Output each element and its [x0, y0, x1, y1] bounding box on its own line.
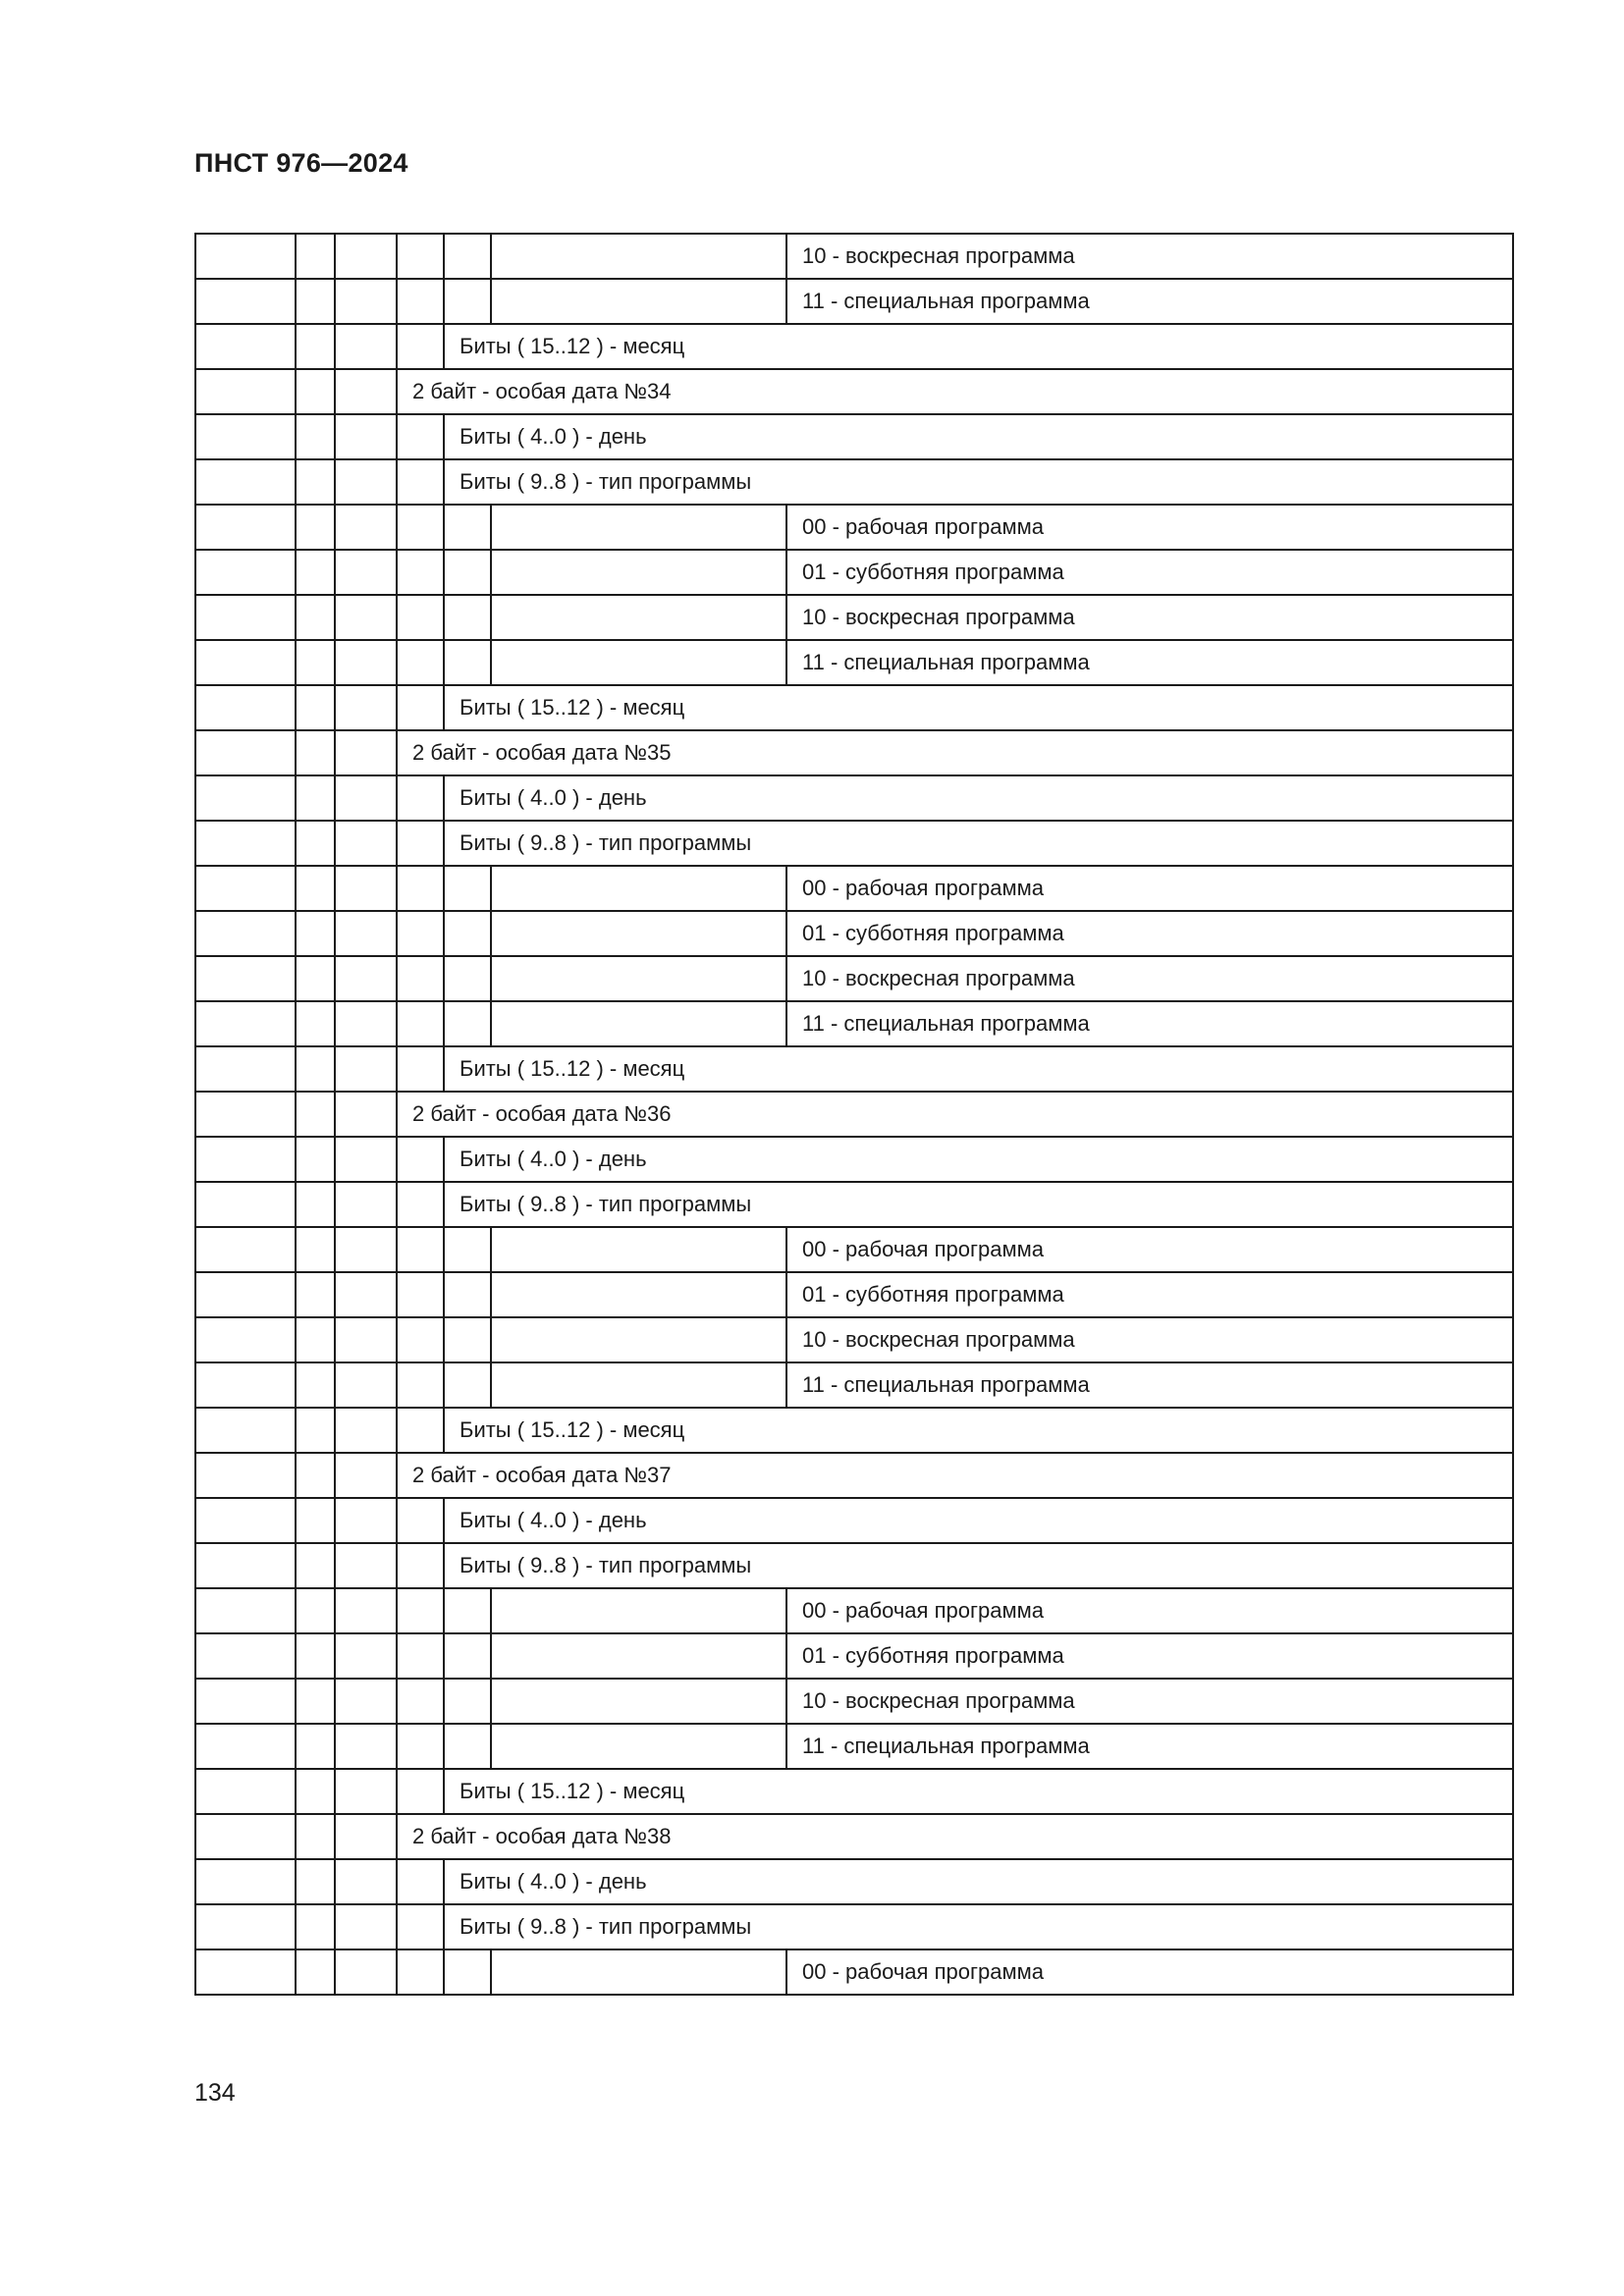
table-cell-text: 01 - субботняя программа	[786, 1272, 1513, 1317]
empty-cell	[444, 1588, 491, 1633]
empty-cell	[296, 369, 335, 414]
empty-cell	[491, 279, 786, 324]
table-row	[195, 369, 1513, 414]
empty-cell	[296, 1317, 335, 1362]
table-cell-text: Биты ( 15..12 ) - месяц	[444, 324, 1513, 369]
table-row	[195, 1317, 1513, 1362]
empty-cell	[195, 1453, 296, 1498]
table-row	[195, 1949, 1513, 1995]
empty-cell	[296, 550, 335, 595]
empty-cell	[444, 1272, 491, 1317]
table-row	[195, 1859, 1513, 1904]
empty-cell	[335, 1227, 397, 1272]
table-row	[195, 685, 1513, 730]
table-cell-text: 00 - рабочая программа	[786, 1227, 1513, 1272]
empty-cell	[444, 1227, 491, 1272]
empty-cell	[335, 685, 397, 730]
table-row	[195, 1182, 1513, 1227]
empty-cell	[296, 1453, 335, 1498]
table-cell-text: Биты ( 15..12 ) - месяц	[444, 1769, 1513, 1814]
empty-cell	[397, 1046, 444, 1092]
empty-cell	[491, 640, 786, 685]
empty-cell	[296, 459, 335, 505]
empty-cell	[491, 1272, 786, 1317]
empty-cell	[335, 595, 397, 640]
empty-cell	[491, 1949, 786, 1995]
empty-cell	[296, 505, 335, 550]
empty-cell	[335, 1904, 397, 1949]
empty-cell	[195, 1769, 296, 1814]
empty-cell	[296, 234, 335, 279]
empty-cell	[491, 911, 786, 956]
empty-cell	[195, 1001, 296, 1046]
empty-cell	[335, 866, 397, 911]
empty-cell	[335, 1814, 397, 1859]
empty-cell	[195, 1092, 296, 1137]
empty-cell	[397, 1272, 444, 1317]
table-row	[195, 1724, 1513, 1769]
empty-cell	[397, 911, 444, 956]
table-row	[195, 1679, 1513, 1724]
empty-cell	[195, 775, 296, 821]
empty-cell	[444, 1679, 491, 1724]
empty-cell	[335, 1949, 397, 1995]
empty-cell	[195, 1408, 296, 1453]
empty-cell	[195, 1272, 296, 1317]
empty-cell	[397, 1633, 444, 1679]
empty-cell	[296, 821, 335, 866]
document-header: ПНСТ 976—2024	[194, 148, 408, 178]
empty-cell	[444, 234, 491, 279]
table-cell-text: Биты ( 4..0 ) - день	[444, 775, 1513, 821]
table-row	[195, 1362, 1513, 1408]
empty-cell	[491, 1001, 786, 1046]
table-row	[195, 730, 1513, 775]
empty-cell	[296, 1137, 335, 1182]
empty-cell	[444, 1949, 491, 1995]
table-cell-text: Биты ( 9..8 ) - тип программы	[444, 1182, 1513, 1227]
empty-cell	[397, 1182, 444, 1227]
table-cell-text: Биты ( 15..12 ) - месяц	[444, 1046, 1513, 1092]
table-row	[195, 956, 1513, 1001]
empty-cell	[296, 324, 335, 369]
empty-cell	[335, 459, 397, 505]
table-cell-text: 00 - рабочая программа	[786, 1588, 1513, 1633]
table-row	[195, 459, 1513, 505]
empty-cell	[335, 775, 397, 821]
empty-cell	[397, 685, 444, 730]
empty-cell	[491, 1633, 786, 1679]
empty-cell	[397, 866, 444, 911]
empty-cell	[491, 1679, 786, 1724]
empty-cell	[397, 1904, 444, 1949]
empty-cell	[444, 640, 491, 685]
table-cell-text: 11 - специальная программа	[786, 640, 1513, 685]
table-row	[195, 1001, 1513, 1046]
empty-cell	[491, 505, 786, 550]
table-cell-text: Биты ( 4..0 ) - день	[444, 1137, 1513, 1182]
table-cell-text: 10 - воскресная программа	[786, 1317, 1513, 1362]
table-row	[195, 1498, 1513, 1543]
table-cell-text: 10 - воскресная программа	[786, 595, 1513, 640]
table-row	[195, 640, 1513, 685]
empty-cell	[296, 1362, 335, 1408]
empty-cell	[335, 279, 397, 324]
table-row	[195, 775, 1513, 821]
empty-cell	[335, 1046, 397, 1092]
table-row	[195, 234, 1513, 279]
empty-cell	[491, 1362, 786, 1408]
empty-cell	[195, 1498, 296, 1543]
empty-cell	[296, 1182, 335, 1227]
empty-cell	[491, 956, 786, 1001]
specification-table-body	[195, 234, 1513, 1995]
table-cell-text: Биты ( 4..0 ) - день	[444, 414, 1513, 459]
table-row	[195, 595, 1513, 640]
table-cell-text: Биты ( 4..0 ) - день	[444, 1859, 1513, 1904]
table-row	[195, 1227, 1513, 1272]
empty-cell	[444, 1001, 491, 1046]
empty-cell	[296, 1543, 335, 1588]
empty-cell	[397, 1724, 444, 1769]
table-cell-text: Биты ( 4..0 ) - день	[444, 1498, 1513, 1543]
table-cell-text: Биты ( 9..8 ) - тип программы	[444, 459, 1513, 505]
empty-cell	[397, 1227, 444, 1272]
empty-cell	[296, 911, 335, 956]
table-row	[195, 1137, 1513, 1182]
empty-cell	[195, 911, 296, 956]
empty-cell	[335, 1724, 397, 1769]
empty-cell	[195, 1679, 296, 1724]
empty-cell	[296, 640, 335, 685]
empty-cell	[397, 1001, 444, 1046]
empty-cell	[335, 1543, 397, 1588]
empty-cell	[195, 1588, 296, 1633]
empty-cell	[335, 1272, 397, 1317]
table-row	[195, 505, 1513, 550]
empty-cell	[195, 279, 296, 324]
empty-cell	[195, 685, 296, 730]
table-cell-text: 01 - субботняя программа	[786, 1633, 1513, 1679]
empty-cell	[335, 1001, 397, 1046]
page-number: 134	[194, 2079, 236, 2107]
table-cell-text: Биты ( 9..8 ) - тип программы	[444, 1904, 1513, 1949]
empty-cell	[335, 1092, 397, 1137]
empty-cell	[195, 1046, 296, 1092]
empty-cell	[296, 1588, 335, 1633]
empty-cell	[296, 1092, 335, 1137]
table-cell-text: 00 - рабочая программа	[786, 1949, 1513, 1995]
empty-cell	[195, 956, 296, 1001]
table-cell-text: 2 байт - особая дата №36	[397, 1092, 1513, 1137]
table-row	[195, 1453, 1513, 1498]
empty-cell	[296, 1904, 335, 1949]
table-row	[195, 1408, 1513, 1453]
table-row	[195, 1046, 1513, 1092]
empty-cell	[296, 1633, 335, 1679]
empty-cell	[335, 1679, 397, 1724]
empty-cell	[335, 730, 397, 775]
empty-cell	[296, 685, 335, 730]
empty-cell	[397, 550, 444, 595]
empty-cell	[397, 1498, 444, 1543]
table-row	[195, 1904, 1513, 1949]
empty-cell	[335, 911, 397, 956]
empty-cell	[397, 640, 444, 685]
empty-cell	[195, 1543, 296, 1588]
empty-cell	[195, 1859, 296, 1904]
empty-cell	[335, 1137, 397, 1182]
empty-cell	[296, 1679, 335, 1724]
empty-cell	[397, 821, 444, 866]
empty-cell	[195, 730, 296, 775]
empty-cell	[195, 821, 296, 866]
empty-cell	[335, 1633, 397, 1679]
table-row	[195, 324, 1513, 369]
table-cell-text: 2 байт - особая дата №34	[397, 369, 1513, 414]
empty-cell	[195, 459, 296, 505]
empty-cell	[195, 1362, 296, 1408]
empty-cell	[195, 324, 296, 369]
table-cell-text: 11 - специальная программа	[786, 1362, 1513, 1408]
table-cell-text: 11 - специальная программа	[786, 1724, 1513, 1769]
empty-cell	[195, 595, 296, 640]
table-cell-text: 00 - рабочая программа	[786, 505, 1513, 550]
table-cell-text: Биты ( 15..12 ) - месяц	[444, 685, 1513, 730]
empty-cell	[296, 1859, 335, 1904]
empty-cell	[335, 956, 397, 1001]
empty-cell	[397, 1769, 444, 1814]
empty-cell	[397, 1859, 444, 1904]
table-row	[195, 279, 1513, 324]
empty-cell	[335, 1588, 397, 1633]
empty-cell	[335, 1182, 397, 1227]
empty-cell	[296, 775, 335, 821]
empty-cell	[444, 911, 491, 956]
empty-cell	[491, 550, 786, 595]
empty-cell	[335, 1453, 397, 1498]
table-cell-text: 10 - воскресная программа	[786, 1679, 1513, 1724]
table-cell-text: 10 - воскресная программа	[786, 234, 1513, 279]
empty-cell	[296, 595, 335, 640]
table-cell-text: Биты ( 9..8 ) - тип программы	[444, 1543, 1513, 1588]
table-cell-text: 2 байт - особая дата №37	[397, 1453, 1513, 1498]
empty-cell	[195, 414, 296, 459]
empty-cell	[296, 1498, 335, 1543]
empty-cell	[397, 414, 444, 459]
empty-cell	[491, 866, 786, 911]
table-row	[195, 1092, 1513, 1137]
empty-cell	[397, 1408, 444, 1453]
empty-cell	[444, 1362, 491, 1408]
empty-cell	[444, 956, 491, 1001]
empty-cell	[335, 505, 397, 550]
empty-cell	[195, 234, 296, 279]
empty-cell	[397, 1949, 444, 1995]
empty-cell	[296, 414, 335, 459]
empty-cell	[335, 369, 397, 414]
empty-cell	[444, 1633, 491, 1679]
specification-table	[194, 233, 1514, 1996]
empty-cell	[195, 640, 296, 685]
empty-cell	[397, 505, 444, 550]
empty-cell	[195, 369, 296, 414]
empty-cell	[335, 414, 397, 459]
table-cell-text: 2 байт - особая дата №38	[397, 1814, 1513, 1859]
empty-cell	[335, 550, 397, 595]
empty-cell	[335, 821, 397, 866]
table-cell-text: 11 - специальная программа	[786, 1001, 1513, 1046]
empty-cell	[195, 1137, 296, 1182]
table-row	[195, 1633, 1513, 1679]
empty-cell	[397, 324, 444, 369]
table-cell-text: 01 - субботняя программа	[786, 550, 1513, 595]
empty-cell	[195, 1814, 296, 1859]
empty-cell	[444, 1724, 491, 1769]
empty-cell	[397, 1588, 444, 1633]
empty-cell	[195, 1904, 296, 1949]
empty-cell	[444, 1317, 491, 1362]
empty-cell	[397, 459, 444, 505]
empty-cell	[296, 1046, 335, 1092]
empty-cell	[444, 595, 491, 640]
empty-cell	[296, 1724, 335, 1769]
empty-cell	[397, 1362, 444, 1408]
empty-cell	[491, 1588, 786, 1633]
table-cell-text: Биты ( 15..12 ) - месяц	[444, 1408, 1513, 1453]
empty-cell	[444, 550, 491, 595]
empty-cell	[491, 1724, 786, 1769]
empty-cell	[397, 1543, 444, 1588]
empty-cell	[491, 234, 786, 279]
empty-cell	[335, 1769, 397, 1814]
empty-cell	[491, 1227, 786, 1272]
empty-cell	[397, 595, 444, 640]
empty-cell	[195, 1724, 296, 1769]
empty-cell	[296, 1001, 335, 1046]
table-row	[195, 1588, 1513, 1633]
empty-cell	[296, 1272, 335, 1317]
empty-cell	[397, 1679, 444, 1724]
empty-cell	[397, 1137, 444, 1182]
empty-cell	[195, 1227, 296, 1272]
table-cell-text: 01 - субботняя программа	[786, 911, 1513, 956]
empty-cell	[195, 1317, 296, 1362]
empty-cell	[296, 1227, 335, 1272]
empty-cell	[335, 1408, 397, 1453]
empty-cell	[335, 1859, 397, 1904]
table-row	[195, 821, 1513, 866]
empty-cell	[195, 1949, 296, 1995]
empty-cell	[296, 1408, 335, 1453]
empty-cell	[397, 775, 444, 821]
empty-cell	[296, 956, 335, 1001]
empty-cell	[195, 866, 296, 911]
table-cell-text: 00 - рабочая программа	[786, 866, 1513, 911]
table-row	[195, 1272, 1513, 1317]
table-row	[195, 414, 1513, 459]
table-row	[195, 550, 1513, 595]
empty-cell	[335, 1317, 397, 1362]
empty-cell	[195, 550, 296, 595]
empty-cell	[296, 1769, 335, 1814]
empty-cell	[195, 1182, 296, 1227]
empty-cell	[296, 279, 335, 324]
empty-cell	[397, 956, 444, 1001]
empty-cell	[397, 279, 444, 324]
table-cell-text: 11 - специальная программа	[786, 279, 1513, 324]
empty-cell	[335, 234, 397, 279]
table-cell-text: 2 байт - особая дата №35	[397, 730, 1513, 775]
empty-cell	[296, 1949, 335, 1995]
empty-cell	[491, 595, 786, 640]
empty-cell	[335, 1498, 397, 1543]
empty-cell	[296, 730, 335, 775]
table-row	[195, 1543, 1513, 1588]
empty-cell	[195, 505, 296, 550]
empty-cell	[296, 866, 335, 911]
table-row	[195, 911, 1513, 956]
empty-cell	[491, 1317, 786, 1362]
empty-cell	[335, 1362, 397, 1408]
table-row	[195, 1814, 1513, 1859]
table-row	[195, 1769, 1513, 1814]
empty-cell	[397, 234, 444, 279]
empty-cell	[296, 1814, 335, 1859]
empty-cell	[195, 1633, 296, 1679]
empty-cell	[444, 866, 491, 911]
table-cell-text: 10 - воскресная программа	[786, 956, 1513, 1001]
empty-cell	[397, 1317, 444, 1362]
empty-cell	[335, 324, 397, 369]
empty-cell	[444, 505, 491, 550]
table-row	[195, 866, 1513, 911]
table-cell-text: Биты ( 9..8 ) - тип программы	[444, 821, 1513, 866]
empty-cell	[335, 640, 397, 685]
empty-cell	[444, 279, 491, 324]
